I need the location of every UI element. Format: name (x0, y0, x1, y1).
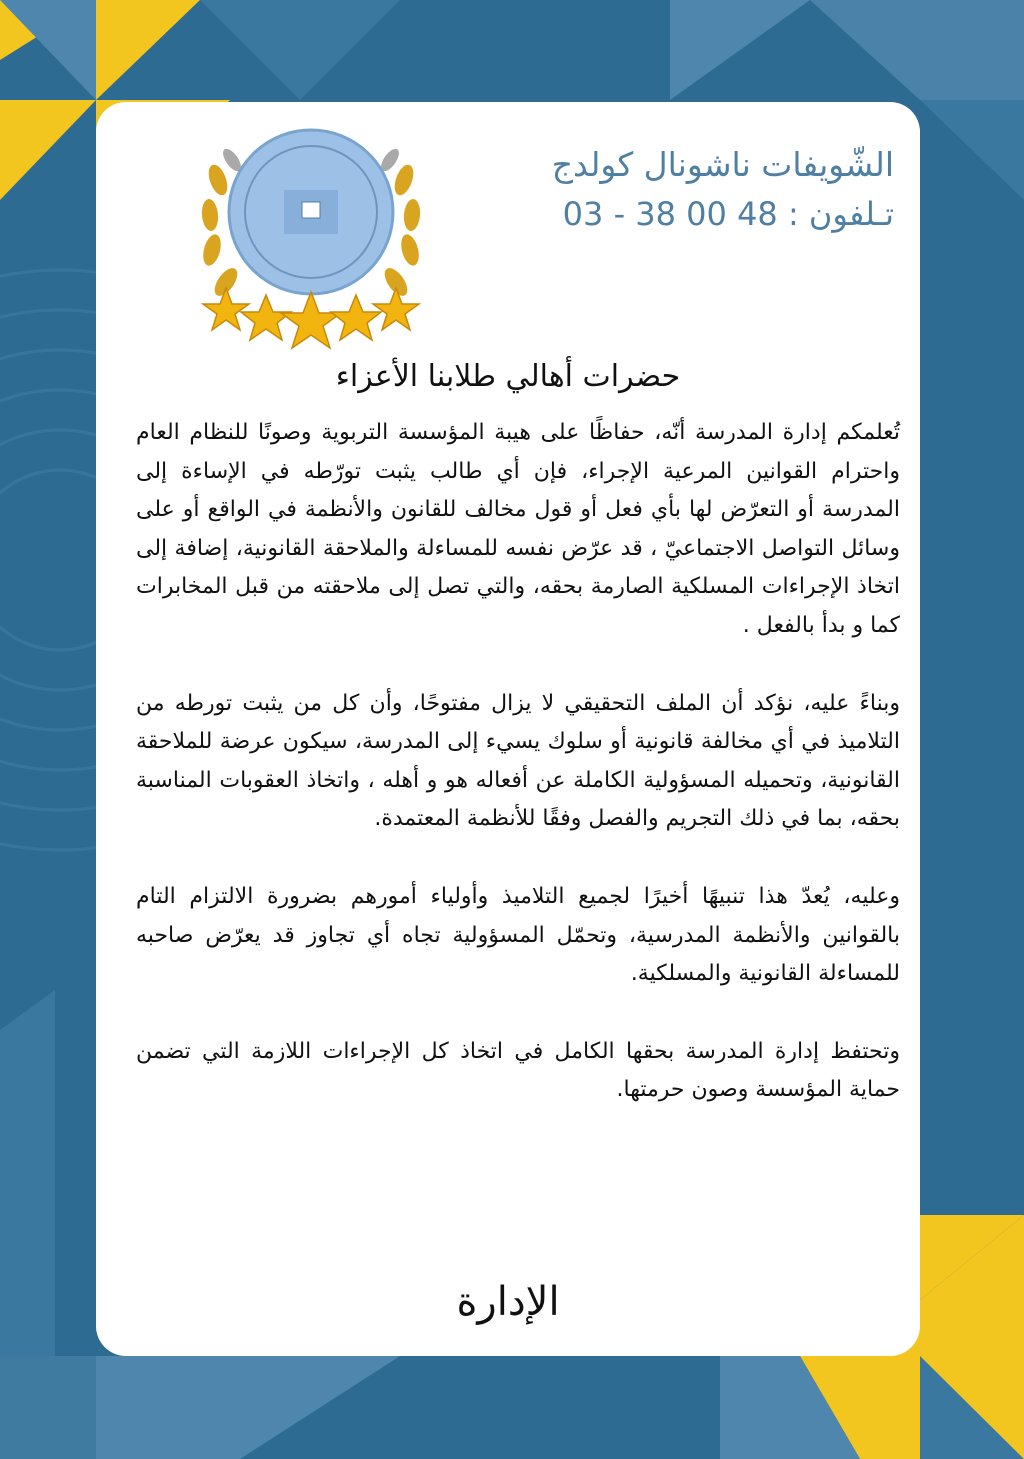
school-phone (474, 192, 894, 236)
phone-number: 03 - 38 00 48 (562, 195, 778, 233)
school-emblem-icon (186, 120, 436, 360)
notice-body (136, 414, 900, 1149)
paragraph-4: وتحتفظ إدارة المدرسة بحقها الكامل في اتخاذ كل الإجراءات اللازمة التي تضمن حماية المؤسسة وصون حرمتها. (136, 1038, 900, 1103)
signature: الإدارة (456, 1279, 560, 1325)
paragraph-1: تُعلمكم إدارة المدرسة أنّه، حفاظًا على هيبة المؤسسة التربوية وصونًا للنظام العام واحترام القوانين المرعية الإجراء، فإن أي طالب يثبت تورّطه في الإساءة إلى المدرسة أو التعرّض لها بأي فعل أو قول مخالف للقانون والأنظمة في الواقع أو على وسائل التواصل الاجتماعيّ ، قد عرّض نفسه للمساءلة والملاحقة القانونية، إضافة إلى اتخاذ الإجراءات المسلكية الصارمة بحقه، والتي تصل إلى ملاحقته من قبل المخابرات كما و بدأ بالفعل . (136, 420, 900, 638)
paragraph-3: وعليه، يُعدّ هذا تنبيهًا أخيرًا لجميع التلاميذ وأولياء أمورهم بضرورة الالتزام التام بالقوانين والأنظمة المدرسية، وتحمّل المسؤولية تجاه أي تجاوز قد يعرّض صاحبه للمساءلة القانونية والمسلكية. (136, 883, 900, 987)
phone-label: تـلفون : (787, 195, 894, 233)
paragraph-2: وبناءً عليه، نؤكد أن الملف التحقيقي لا يزال مفتوحًا، وأن كل من يثبت تورطه من التلاميذ في أي مخالفة قانونية أو سلوك يسيء إلى المدرسة، سيكون عرضة للملاحقة القانونية، وتحميله المسؤولية الكاملة عن أفعاله هو و أهله ، واتخاذ العقوبات المناسبة بحقه، بما في ذلك التجريم والفصل وفقًا للأنظمة المعتمدة. (136, 690, 900, 832)
school-name: الشّويفات ناشونال كولدج (551, 145, 894, 184)
notice-heading: حضرات أهالي طلابنا الأعزاء (335, 359, 681, 394)
notice-card (96, 102, 920, 1356)
